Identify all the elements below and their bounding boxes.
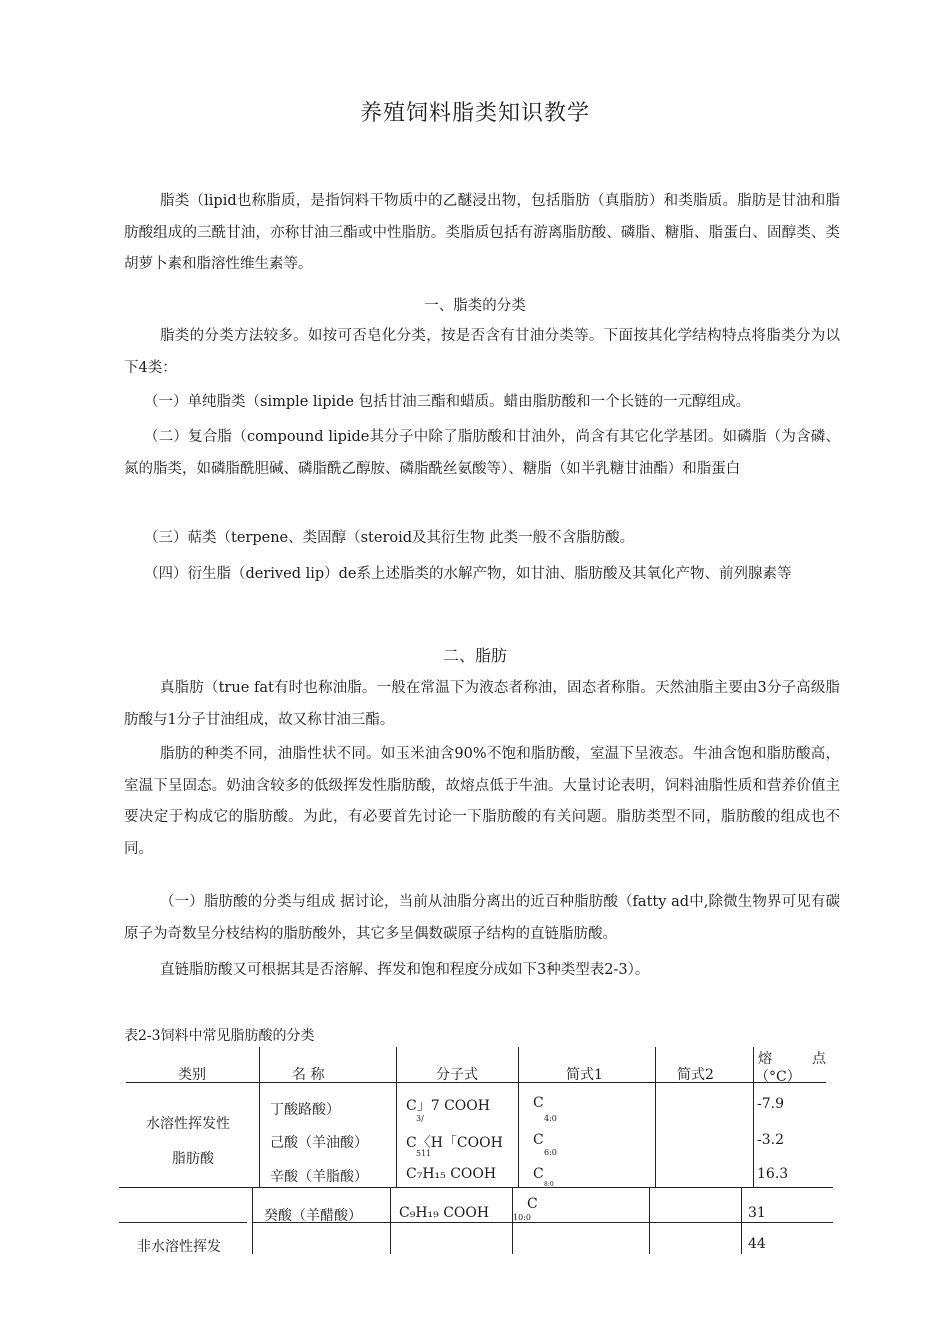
t2-col-divider-2 bbox=[390, 1187, 391, 1254]
row1-formula-sub: 3/ bbox=[416, 1114, 424, 1123]
section1-paragraph: 脂类的分类方法较多。如按可否皂化分类，按是否含有甘油分类等。下面按其化学结构特点将脂类分为以下4类： bbox=[124, 328, 840, 376]
table2-mid-rule-left bbox=[119, 1222, 247, 1223]
header-name: 名 称 bbox=[292, 1067, 325, 1083]
group1-label-a: 水溶性挥发性 bbox=[146, 1116, 230, 1132]
table2-top-rule bbox=[119, 1187, 833, 1188]
row3-name: 辛酸（羊脂酸） bbox=[270, 1169, 368, 1185]
row1-short-sub: 4:0 bbox=[544, 1114, 557, 1123]
row4-short-sub: 10:0 bbox=[513, 1213, 531, 1222]
t2-col-divider-4 bbox=[649, 1187, 650, 1254]
header-formula: 分子式 bbox=[436, 1067, 478, 1083]
col-divider-5 bbox=[753, 1047, 754, 1187]
row3-short: C bbox=[533, 1166, 544, 1182]
header-mp-b: 点 bbox=[812, 1051, 826, 1067]
row2-formula: C〈H「COOH bbox=[406, 1135, 503, 1151]
t2-col-divider-1 bbox=[252, 1187, 253, 1254]
header-mp-a: 熔 bbox=[758, 1051, 772, 1067]
fat-paragraph-1: 真脂肪（true fat有时也称油脂。一般在常温下为液态者称油，固态者称脂。天然油脂主要由3分子高级脂肪酸与1分子甘油组成，故又称甘油三酯。 bbox=[124, 680, 840, 728]
row3-mp: 16.3 bbox=[757, 1166, 789, 1182]
row1-name: 丁酸路酸） bbox=[270, 1102, 340, 1118]
lipid-class-4: （四）衍生脂（derived lip）de系上述脂类的水解产物，如甘油、脂肪酸及其氧化产物、前列腺素等 bbox=[144, 566, 792, 582]
row4-formula: C₉H₁₉ COOH bbox=[399, 1205, 490, 1221]
t2-col-divider-5 bbox=[741, 1187, 742, 1254]
fatty-acid-paragraph: （一）脂肪酸的分类与组成 据讨论，当前从油脂分离出的近百种脂肪酸（fatty ad中,除微生物界可见有碳原子为奇数呈分枝结构的脂肪酸外，其它多呈偶数碳原子结构的直链脂肪酸。 bbox=[124, 894, 840, 942]
row4-name: 癸酸（羊醋酸） bbox=[264, 1208, 362, 1224]
row2-formula-sub: 511 bbox=[416, 1149, 432, 1158]
row1-short: C bbox=[533, 1095, 544, 1111]
header-category: 类别 bbox=[178, 1067, 206, 1083]
document-title: 养殖饲料脂类知识教学 bbox=[359, 101, 590, 126]
col-divider-2 bbox=[396, 1047, 397, 1187]
row4-mp: 31 bbox=[748, 1205, 766, 1221]
group2-mp: 44 bbox=[748, 1236, 766, 1252]
group1-label-b: 脂肪酸 bbox=[172, 1151, 214, 1167]
header-short1: 简式1 bbox=[566, 1067, 603, 1083]
row2-name: 己酸（羊油酸） bbox=[270, 1135, 368, 1151]
section1-heading: 一、脂类的分类 bbox=[424, 298, 526, 314]
row2-short: C bbox=[533, 1132, 544, 1148]
row3-short-sub: 8:0 bbox=[544, 1181, 554, 1186]
header-short2: 简式2 bbox=[677, 1067, 714, 1083]
lipid-class-1: （一）单纯脂类（simple lipide 包括甘油三酯和蜡质。蜡由脂肪酸和一个长链的一元醇组成。 bbox=[144, 394, 751, 410]
straight-chain-paragraph: 直链脂肪酸又可根据其是否溶解、挥发和饱和程度分成如下3种类型表2-3）。 bbox=[160, 962, 650, 978]
row2-mp: -3.2 bbox=[757, 1132, 784, 1148]
header-rule bbox=[126, 1082, 826, 1083]
fat-paragraph-2: 脂肪的种类不同，油脂性状不同。如玉米油含90%不饱和脂肪酸，室温下呈液态。牛油含饱和脂肪酸高，室温下呈固态。奶油含较多的低级挥发性脂肪酸，故熔点低于牛油。大量讨论表明，饲料油脂性质和营养价值主要决定于构成它的脂肪酸。为此，有必要首先讨论一下脂肪酸的有关问题。脂肪类型不同，脂肪酸的组成也不同。 bbox=[124, 746, 840, 857]
row1-formula: C」7 COOH bbox=[406, 1098, 490, 1114]
intro-paragraph: 脂类（lipid也称脂质，是指饲料干物质中的乙醚浸出物，包括脂肪（真脂肪）和类脂质。脂肪是甘油和脂肪酸组成的三酰甘油，亦称甘油三酯或中性脂肪。类脂质包括有游离脂肪酸、磷脂、糖脂、脂蛋白、固醇类、类胡萝卜素和脂溶性维生素等。 bbox=[124, 193, 840, 272]
row4-short: C bbox=[527, 1196, 538, 1212]
lipid-class-3: （三）萜类（terpene、类固醇（steroid及其衍生物 此类一般不含脂肪酸。 bbox=[144, 530, 635, 546]
header-mp-unit: （°C） bbox=[755, 1069, 801, 1085]
table-caption: 表2-3饲料中常见脂肪酸的分类 bbox=[124, 1028, 315, 1044]
col-divider-4 bbox=[655, 1047, 656, 1187]
col-divider-3 bbox=[518, 1047, 519, 1187]
row1-mp: -7.9 bbox=[757, 1096, 784, 1112]
lipid-class-2: （二）复合脂（compound lipide其分子中除了脂肪酸和甘油外，尚含有其它化学基团。如磷脂（为含磷、氮的脂类，如磷脂酰胆碱、磷脂酰乙醇胺、磷脂酰丝氨酸等）、糖脂（如半乳糖甘油酯）和脂蛋白 bbox=[124, 429, 840, 477]
row2-short-sub: 6:0 bbox=[544, 1148, 557, 1157]
section2-heading: 二、脂肪 bbox=[442, 646, 507, 665]
col-divider-1 bbox=[259, 1047, 260, 1187]
row3-formula: C₇H₁₅ COOH bbox=[406, 1166, 497, 1182]
group2-label: 非水溶性挥发 bbox=[137, 1239, 221, 1255]
